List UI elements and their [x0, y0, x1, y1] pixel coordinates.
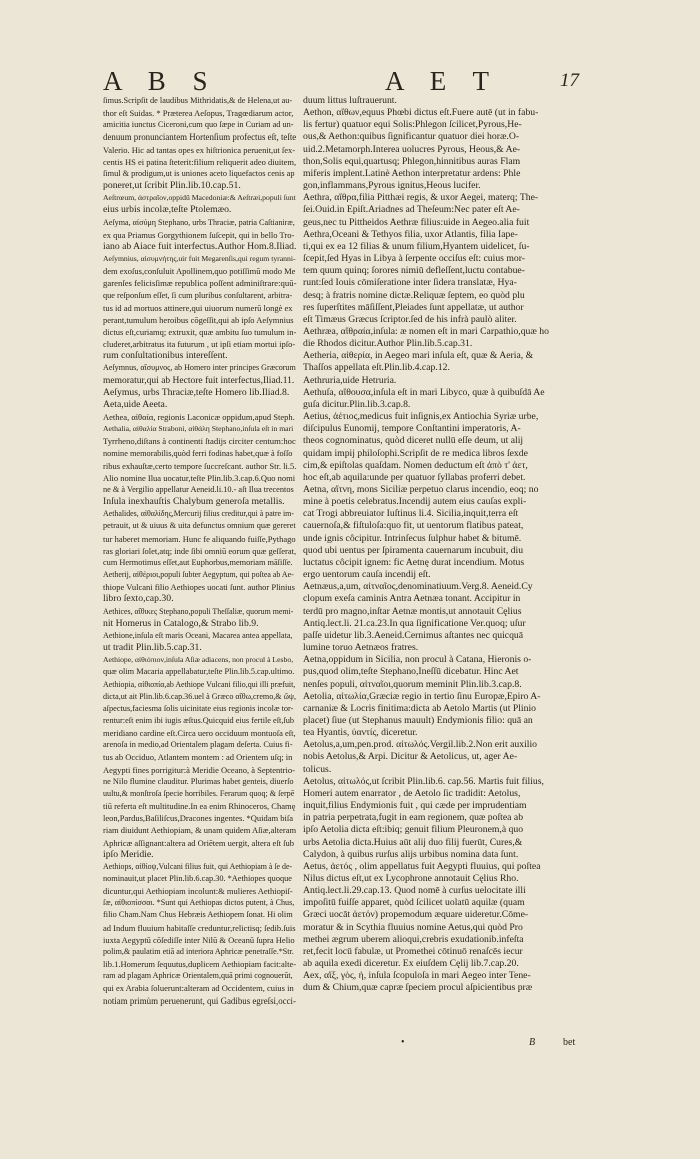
text-line: qui ex Arabia ſoluerunt:alteram ad Occidentem, cuius in — [103, 983, 294, 994]
text-line: diſcipulus Eunomij, tempore Conſtantini imperatoris, A- — [303, 423, 521, 435]
text-line: eius urbis incolæ,teſte Ptolemæo. — [103, 204, 232, 216]
text-line: aſpectus,faciesma ſolis uicinitate eius regionis incolæ tor- — [103, 703, 294, 713]
text-line: amicitia iunctus Ciceroni,cum quo ſæpe in Curiam ad un- — [103, 120, 294, 130]
text-line: cim,& epiſtolas quaſdam. Nomen deductum eſt ἀπὸ τ' ἀετ, — [303, 459, 528, 471]
signature-mark: B — [529, 1037, 536, 1048]
text-line: die Rhodos dicitur.Author Plin.lib.5.cap.31. — [303, 338, 473, 350]
text-line: lumine toruo Aetnæos fratres. — [303, 642, 419, 654]
text-line: tus id ad mortuos attinere,qui uiuorum numerū longè ex — [103, 302, 293, 313]
right-column — [303, 95, 585, 995]
text-line: dum & Chium,quæ capræ ſpeciem procul aſpicientibus præ — [303, 982, 533, 994]
text-line: Thaſſos appellata eſt.Plin.lib.4.cap.12. — [303, 362, 450, 374]
text-line: tiū referta eſt multitudine.In ea enim Rhinoceros, Chamę — [103, 801, 296, 812]
text-line: methei ægrum uberem alioqui,crebris exudationib.infeſta — [303, 933, 524, 945]
text-line: Aethalides, αἰθαλίδης,Mercurij filius creditur,qui à patre im- — [103, 509, 294, 519]
text-line: Aethea, αἰθαία, regionis Laconicæ oppidum,apud Steph. — [103, 412, 295, 423]
text-line: guſa dicitur.Plin.lib.3.cap.8. — [303, 398, 411, 410]
text-line: ſæ, αἰθιοπίσσαι. *Sunt qui Aethiopas dictos putent, à Chus, — [103, 898, 295, 908]
text-line: inquit,filius Endymionis fuit , qui cæde per imprudentiam — [303, 800, 527, 812]
text-line: ret,fecit locū fabulæ, ut Promethei cōtinuō renaſcēs iecur — [303, 945, 523, 957]
text-line: ut tradit Plin.lib.5.cap.31. — [103, 642, 202, 654]
text-line: Aethiopia, αἰθιοπία,ab Aethiope Vulcani filio,qui illi præfuit, — [103, 679, 296, 689]
text-line: urbs Aetolia dicta.Huius aūt alij duo filij fuerūt, Cures,& — [303, 836, 523, 848]
text-line: Aphricæ aſſignant:altera ad Oriētem uergit, altera eſt ſub — [103, 837, 295, 848]
text-line: geus,nec tu Pittheidos Aethræ filius:uide in Aegeo.alia fuit — [303, 216, 530, 228]
text-line: theos cognominatus, quòd diceret nullū eſſe deum, ut alij — [303, 435, 524, 447]
text-line: miferis implent.Latinè Aethon interpretatur ardens: Phle — [303, 167, 521, 179]
text-line: Antiq.lect.li.29.cap.13. Quod nomē à curſus uelocitate illi — [303, 885, 526, 897]
text-line: rentur:eſt enim ibi iugis æſtus.Quicquid eius fertile eſt,ſub — [103, 715, 295, 725]
text-line: Antiq.lect.li. 21.ca.23.In qua ſignificatione Ver.quoq; uſur — [303, 617, 526, 629]
text-line: riam diuidunt Aethiopiam, & unam quidem Aſiæ,alteram — [103, 825, 297, 836]
text-line: ab aquila exedi diceretur. Ex eiuſdem Cęlij lib.7.cap.20. — [303, 958, 519, 970]
text-line: impoſitū fuiſſe apparet, quòd ſcilicet uolatū aquilæ (quam — [303, 897, 525, 909]
text-line: nenſes populi, αἰτναῖοι,quorum meminit Plin.lib.3.cap.8. — [303, 678, 522, 690]
text-line: leon,Pardus,Baſiliſcus,Dracones ingentes. *Quidam biſa — [103, 813, 294, 824]
text-line: Aetius, ἀέτιος,medicus fuit inſignis,ex Antiochia Syriæ urbe, — [303, 411, 539, 423]
text-line: Aethon, αἴθων,equus Phœbi dictus eſt.Fuere autē (ut in fabu- — [303, 107, 539, 119]
text-line: ſimus.Scripſit de laudibus Mithridatis,& de Helena,ut au- — [103, 96, 293, 105]
text-line: tea Hyantis, ὑαντίς, diceretur. — [303, 727, 418, 739]
text-line: Aetheria, αἰθερία, in Aegeo mari inſula eſt, quæ & Aeria, & — [303, 350, 534, 362]
text-line: Aethalia, αἰθαλία Straboni, αἰθάλη Stephano,inſula eſt in mari — [103, 424, 294, 434]
text-line: uid.2.Metamorph.Interea uolucres Pyrous, Heous,& Ae- — [303, 143, 521, 155]
text-line: Calydon, à quibus rurſus alijs urbibus nomina data ſunt. — [303, 848, 519, 860]
text-line: quod ubi uentus per ſpiramenta cauernarum incubuit, diu — [303, 544, 524, 556]
text-line: Aeſyma, αἰσύμη Stephano, urbs Thraciæ, patria Caſtianiræ, — [103, 217, 295, 227]
text-line: ne Nilo flumine clauditur. Plurimas habet genteis, diuerſo — [103, 776, 294, 786]
text-line: Aex, αἴξ, γὸς, ἡ, inſula ſcopuloſa in mari Aegeo inter Tene- — [303, 970, 531, 982]
text-line: ribus exhauſtæ,certo tempore ſuccreſcant. author Str. li.5. — [103, 460, 297, 471]
text-line: ipſo Aetolia dicta eſt:ibiq; genuit filium Pleuronem,à quo — [303, 824, 524, 836]
text-line: Aetolia, αἰτωλία,Græciæ regio in tertio ſinu Europæ,Epiro A- — [303, 690, 541, 702]
text-line: Aethra,Oceani & Tethyos filia, uxor Atlantis, filia Iape- — [303, 228, 518, 240]
text-line: rum conſultationibus intereſſent. — [103, 350, 228, 362]
text-line: luctatus côcipit ignem: fic Aetnę durat incendium. Motus — [303, 556, 525, 568]
text-line: Græci uocāt ἀετόν) propemodum æquare uideretur.Cōme- — [303, 909, 529, 921]
text-line: eſt Timæus Græcus ſcriptor.ſed de his infrà paulò aliter. — [303, 313, 517, 325]
text-line: thiope Vulcani filio Aethiopes uocati ſunt. author Plinius — [103, 582, 295, 593]
text-line: carnaniæ & Locris finitima:dicta ab Aetolo Martis (ut Plinio — [303, 702, 536, 714]
text-line: notiam primùm peruenerunt, qui Gadibus egreſsi,occi- — [103, 995, 296, 1006]
page-number: 17 — [560, 70, 579, 91]
text-line: centis HS ei patina ſteterit:filium reliquerit adeo diuitem, — [103, 156, 297, 167]
text-line: perant,tumulum heroibus cōgeſſit,qui ab ipſo Aeſymnius — [103, 314, 294, 325]
text-line: cum Hermotimus eſſet,aut Euphorbus,memoriam māſiſſe. — [103, 557, 293, 567]
text-line: in patria perpetrata,fugit in eam regionem, quæ poſtea ab — [303, 812, 524, 824]
text-line: Aegypti fines porrigitur:à Meridie Oceano, à Septentrio- — [103, 764, 295, 775]
text-line: memoratur,qui ab Hectore fuit interfectus,Iliad.11. — [103, 375, 295, 386]
text-line: lib.1.Homerum ſequutus,duplicem Aethiopiam facit:alte- — [103, 959, 297, 970]
text-line: unde ignis côcipitur. Intrinſecus ſulphur habet & bitumē. — [303, 532, 522, 544]
text-line: runt:ſed Iouis cōmiſeratione inter ſidera translatæ, Hya- — [303, 277, 517, 289]
text-line: mine à poetis celebratus.Incendij autem eius cauſas expli- — [303, 496, 527, 508]
text-line: cluderet,arbitratus ita futurum , ut ipſi etiam mortui ipſo- — [103, 339, 296, 350]
text-line: Aethra, αἴθρα,filia Pitthæi regis, & uxor Aegei, materq; The- — [303, 192, 539, 204]
text-line: ſimul & prodigum,ut is uniones aceto liquefactos cenis ap — [103, 168, 295, 178]
text-line: Alio nomine Ilua uocatur,teſte Plin.lib.3.cap.6.Quo nomi — [103, 472, 296, 483]
text-line: Aeſymnius, αἰσυμνήτης,uir fuit Megarenſis,qui regum tyranni- — [103, 254, 296, 264]
text-line: Aetna,oppidum in Sicilia, non procul à Catana, Hieronis o- — [303, 654, 532, 666]
left-column — [103, 95, 296, 1007]
text-line: uultu,& monſtroſa ſpecie horribiles. Ferarum quoq; & ſerpē — [103, 788, 295, 798]
header-left: A B S — [103, 66, 218, 96]
text-line: garenſes felicisſimæ republica poſſent adminiſtrare:quū- — [103, 278, 297, 289]
text-line: ous,& Aethon:quibus ſignificantur quatuor diei horæ.O- — [303, 131, 520, 143]
text-line: Aetolus, αἰτωλός,ut ſcribit Plin.lib.6. cap.56. Martis fuit filius, — [303, 775, 544, 787]
text-line: nomine memorabilis,quòd ferri fodinas habet,quæ à foſſo — [103, 448, 293, 458]
text-line: tem quum quinq; ſorores nimiū defleſſent,luctu contabue- — [303, 265, 525, 277]
text-line: hoc eſt,ab aquila:unde per quatuor ſyllabas proferri debet. — [303, 471, 526, 483]
text-line: tolicus. — [303, 763, 332, 775]
text-line: ras gloriari ſolet,atq; inde ſibi omniū eorum quæ geſſerat, — [103, 545, 297, 556]
text-line: denuum pronunciantem Hortenſium profectus eſt, teſte — [103, 132, 297, 143]
text-line: Aetus, ἀετός , olim appellatus fuit Aegypti fluuius, qui poſtea — [303, 860, 541, 872]
text-line: quidam impij philoſophi.Scripſit de re medica libros ſexde — [303, 447, 528, 459]
text-line: filio Cham.Nam Chus Hebræis Aethiopem ſonat. Hi olim — [103, 910, 293, 920]
page-footer — [303, 1037, 585, 1051]
text-line: thor eſt Suidas. * Præterea Aeſopus, Tragœdiarum actor, — [103, 108, 294, 119]
text-line: Valerio. Hic ad tantas opes ex hiſtrionica peruenit,ut ſex- — [103, 144, 296, 155]
text-line: Aetolus,a,um,pen.prod. αἰτωλός.Vergil.lib.2.Non erit auxilio — [303, 739, 538, 751]
text-line: Aethiope, αἰθιόπιον,inſula Aſiæ adiacens, non procul à Lesbo, — [103, 655, 294, 665]
text-line: libro ſexto,cap.30. — [103, 593, 174, 605]
text-line: dictus eſt,curiamq; extruxit, quæ ambitu ſuo tumulum in- — [103, 326, 297, 337]
text-line: nit Homerus in Catalogo,& Strabo lib.9. — [103, 617, 259, 629]
text-line: ergo uentorum cauſa incendij eſt. — [303, 569, 431, 581]
footer-mark: • — [401, 1037, 405, 1048]
text-line: Aetna, αἴτνη, mons Siciliæ perpetuo clarus incendio, eoq; no — [303, 484, 539, 495]
text-line: Aethione,inſula eſt maris Oceani, Macarea antea appellata, — [103, 630, 293, 640]
text-line: que reſponſum eſſet, ſi cum pluribus conſultarent, arbitra- — [103, 290, 293, 300]
text-line: ne & à Vergilio appellatur Aeneid.li.10.- aſt Ilua trecentos — [103, 485, 294, 494]
text-line: tus ab Occiduo, Atlantem montem : ad Orientem uſq; in — [103, 752, 293, 763]
text-line: Aethiops, αἰθίοψ,Vulcani filius fuit, qui Aethiopiam à ſe de- — [103, 861, 293, 871]
text-line: nominauit,ut placet Plin.lib.6.cap.30. *Aethiopes quoque — [103, 874, 292, 883]
text-line: iano ab Aiace fuit interfectus.Author Hom.8.Iliad. — [103, 240, 297, 252]
text-line: Aetherij, αἰθέριοι,populi ſubter Aegyptum, qui poſtea ab Ae- — [103, 570, 294, 580]
text-line: Homeri autem enarrator , de Aetolo ſic tradidit: Aetolus, — [303, 787, 521, 799]
text-line: Tyrrheno,diſtans à continenti ſtadijs circiter centum:hoc — [103, 436, 296, 447]
text-line: desq; à fratris nomine dictæ.Reliquæ ſeptem, eo quòd plu — [303, 289, 525, 301]
text-line: Aetnæus,a,um, αἰτναῖος,denominatiuum.Verg.8. Aeneid.Cy — [303, 581, 533, 593]
text-line: ex qua Priamus Gorgythionem ſuſcepit, qui in bello Tro- — [103, 229, 295, 240]
text-line: poneret,ut ſcribit Plin.lib.10.cap.51. — [103, 180, 241, 192]
text-line: ti,qui ex ea 12 filias & unum filium,Hyantem uidelicet, ſu- — [303, 240, 530, 252]
text-line: dicuntur,qui Aethiopiam incolunt:& mulieres Aethiopiſ- — [103, 886, 293, 897]
text-line: res ſuperſtites māſiſſent,Pleiades ſunt appellatæ, ut author — [303, 301, 524, 313]
text-line: terdū pro magno,inſtar Aetnæ montis,ut annotauit Cęlius — [303, 605, 522, 617]
header-right: A E T — [385, 66, 500, 96]
text-line: nobis Aetolus,& Arpi. Dicitur & Aetolicus, ut, ager Ae- — [303, 751, 518, 763]
catchword: bet — [563, 1037, 576, 1048]
text-line: arenoſa in medio,ad Orientalem plagam deſerta. Cuius fi- — [103, 740, 293, 750]
text-line: cat Trogi abbreuiator Iuſtinus li.4. Sicilia,inquit,terra eſt — [303, 508, 519, 520]
text-line: lis fertur) quatuor equi Solis:Phlegon ſcilicet,Pyrous,He- — [303, 119, 522, 131]
text-line: ram ad plagam Aphricæ Orientalem,quā primi cognouerūt, — [103, 971, 293, 981]
text-line: Aethruria,uide Hetruria. — [303, 374, 397, 386]
text-line: dem exoſus,conſuluit Apollinem,quo potiſſimū modo Me — [103, 266, 296, 277]
text-line: Aeta,uide Aeeta. — [103, 398, 168, 410]
text-line: Nilus dictus eſt,ut ex Lycophrone annotauit Cęlius Rho. — [303, 873, 519, 884]
text-line: clopum exeſa caminis Antra Aetnæa tonant. Accipitur in — [303, 593, 521, 605]
text-line: Aethices, αἴθικες Stephano,populi Theſſaliæ, quorum memi- — [103, 606, 294, 616]
text-line: pus,quod olim,teſte Stephano,Ineſſū dicebatur. Hinc Aet — [303, 666, 519, 678]
text-line: thon,Solis equi,quartusq; Phlegon,hinnitibus auras Flam — [303, 155, 521, 167]
text-line: duum littus luſtrauerunt. — [303, 95, 397, 106]
text-line: ipſo Meridie. — [103, 848, 154, 860]
text-line: Aethuſa, αἴθουσα,inſula eſt in mari Libyco, quæ à quibuſdā Ae — [303, 386, 545, 398]
text-line: cauernoſa,& fiſtuloſa:quo fit, ut uentorum flatibus pateat, — [303, 520, 524, 532]
text-line: Inſula inexhauſtis Chalybum generoſa metallis. — [103, 496, 285, 508]
text-line: Aethræa, αἴθραία,inſula: æ nomen eſt in mari Carpathio,quæ ho — [303, 325, 549, 337]
text-line: paſſe uidetur lib.3.Aeneid.Cernimus aſtantes nec quicquā — [303, 629, 524, 641]
text-line: tur haberet memoriam. Hunc fe aliquando fuiſſe,Pythago — [103, 533, 296, 544]
text-line: quæ olim Macaria appellabatur,teſte Plin.lib.5.cap.ultimo. — [103, 667, 295, 677]
text-line: iuxta Aegyptū cōſediſſe inter Nilū & Oceanū ſupra Helio — [103, 934, 295, 945]
text-line: ad Indum fluuium habitaſſe creduntur,relictisq; ſedib.ſuis — [103, 922, 296, 933]
text-line: petrauit, ut & uiuus & uita defunctus omnium quæ gereret — [103, 521, 296, 531]
text-line: Aeſymnus, αἴσυμνος, ab Homero inter principes Græcorum — [103, 363, 296, 373]
text-line: Aeſymus, urbs Thraciæ,teſte Homero lib.Iliad.8. — [103, 386, 290, 398]
text-line: gon,inflammans,Pyrous ignitus,Heous lucifer. — [303, 180, 481, 192]
text-line: dicta,ut ait Plin.lib.6.cap.36.uel à Græco αἴθω,cremo,& ὤψ, — [103, 691, 297, 701]
text-line: moratur & in Scythia fluuius nomine Aetus,qui quòd Pro — [303, 921, 523, 933]
text-line: ſei.Ouid.in Epiſt.Ariadnes ad Theſeum:Nec pater eſt Ae- — [303, 204, 520, 216]
text-line: Aeſtrœum, ἀστραῖον,oppidū Macedoniæ:& Aeſtræi,populi ſunt — [103, 193, 296, 203]
text-line: meridiano cardine eſt.Circa uero occiduum montuoſa eſt, — [103, 728, 296, 739]
text-line: ſcepit,ſed Hyas in Libya à ſerpente occiſus eſt: cuius mor- — [303, 253, 526, 265]
text-line: polim,& paulatim etiā ad interiora Aphricæ penetraſſe.*Str. — [103, 946, 294, 956]
text-line: placet) ſiue (ut Stephanus mauult) Endymionis filio: quā an — [303, 714, 533, 726]
